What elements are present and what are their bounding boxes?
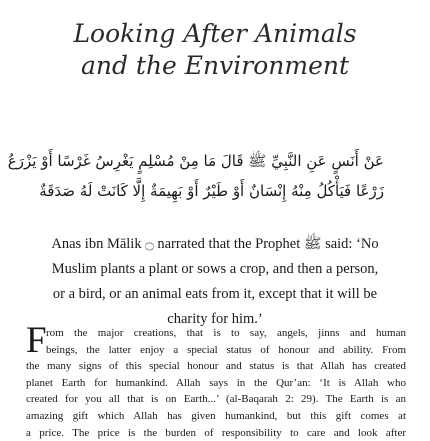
body-line-6: amazing gift which Allah has given humankind, but this gift comes at [26, 409, 406, 422]
body-paragraph [26, 325, 406, 441]
body-line-5: created for you all that is on Earth...’ (al-Baqarah 2: 29). The Earth is an [26, 393, 406, 406]
hadith-line-4: charity for him.’ [167, 311, 263, 327]
hadith-line-1: Anas ibn Mālik ۝ narrated that the Prophet ﷺ said: ‘No [51, 236, 379, 252]
hadith-line-2: Muslim plants a plant or sows a crop, and then a person, [51, 261, 379, 277]
arabic-line-2: زَرْعًا فَيَأْكُلُ مِنْهُ إِنْسَانٌ أَوْ طَيْرٌ أَوْ بَهِيمَةٌ إِلَّا كَانَتْ لَهُ صَدَقَةٌ [39, 182, 384, 200]
hadith-translation [26, 232, 404, 332]
chapter-title-line-1: Looking After Animals [73, 19, 357, 48]
chapter-title-line-2: and the Environment [80, 51, 350, 80]
chapter-title [0, 18, 430, 82]
body-line-3: the many signs of this special honour and status is that Allah has created [26, 360, 406, 373]
drop-cap: F [26, 320, 47, 361]
hadith-line-3: or a bird, or an animal eats from it, except that it will be [52, 286, 378, 302]
body-line-4: planet Earth for humankind. Allah says in the Qur’an: ‘It is Allah who [26, 376, 406, 389]
arabic-line-1: عَنْ أَنَسٍ عَنِ النَّبِيِّ ﷺ قَالَ مَا مِنْ مُسْلِمٍ يَغْرِسُ غَرْسًا أَوْ يَزْرَعُ [7, 152, 384, 170]
body-line-7: a price. The price is the burden of responsibility to care and look after [26, 426, 406, 439]
arabic-hadith [7, 146, 384, 206]
body-line-1: rom the major creations, that is to say, angels, jinns and human [46, 327, 406, 339]
body-line-2: beings, the latter enjoy a special status of honour and ability. From [46, 343, 406, 356]
